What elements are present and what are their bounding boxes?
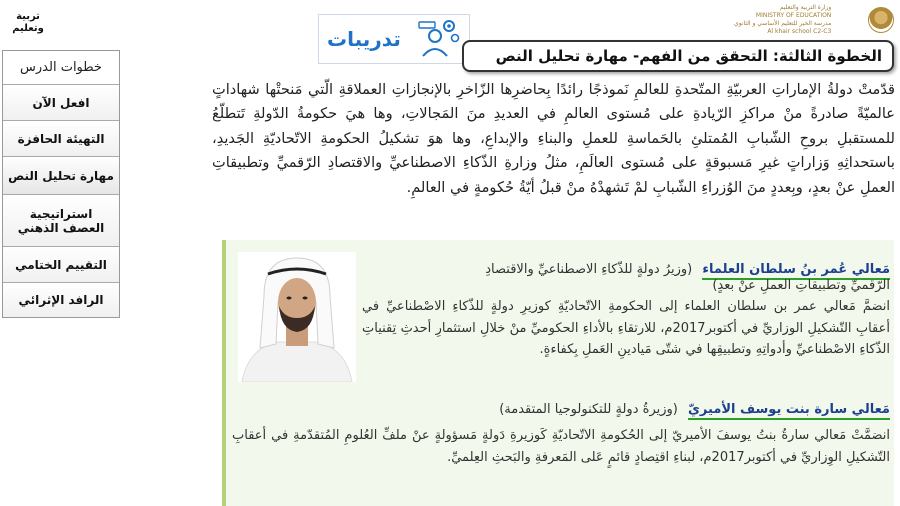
man-portrait-icon (238, 252, 356, 382)
ministry-logo (734, 2, 894, 38)
sidebar-item-label: التهيئة الحافزة (17, 131, 105, 146)
person-1-name: مَعالي عُمر بنُ سلطان العلماء (702, 262, 890, 280)
lesson-steps-sidebar (2, 50, 120, 318)
logo-left-line1: تربية (16, 11, 40, 22)
logo-right-line3: مدرسة الخير للتعليم الأساسي و الثانوي (734, 20, 832, 27)
sidebar-item-label: افعل الآن (32, 95, 90, 110)
person-with-gears-icon (415, 18, 461, 60)
sidebar-item-final-assessment[interactable] (3, 247, 119, 283)
school-logo-left (6, 6, 50, 40)
sidebar-item-do-now[interactable] (3, 85, 119, 121)
sidebar-item-label: الرافد الإثرائي (18, 293, 104, 307)
person-1-heading (485, 262, 890, 277)
sidebar-title: خطوات الدرس (3, 51, 119, 85)
person-2-heading (499, 402, 890, 417)
person-2-name: مَعالي سارة بنت يوسف الأميريّ (688, 402, 890, 420)
page-title: الخطوة الثالثة: التحقق من الفهم- مهارة تحليل النص (495, 47, 882, 65)
exercises-word: تدريبات (327, 27, 401, 51)
logo-left-line2: وتعليم (12, 23, 44, 34)
logo-right-line4: Al khair school C2-C3 (767, 28, 832, 35)
sidebar-item-label: استراتيجية العصف الذهني (17, 206, 105, 235)
sidebar-item-text-analysis[interactable] (3, 157, 119, 195)
sidebar-item-warmup[interactable] (3, 121, 119, 157)
emirates-emblem-icon (868, 7, 894, 33)
exercises-banner (318, 14, 470, 64)
sidebar-item-enrichment[interactable] (3, 283, 119, 317)
person-2-bio: انضمَّتْ مَعالي سارةُ بنتُ يوسفَ الأميريّ إلى الحُكومةِ الاتّحاديّةِ كَوزيرةِ دَولةٍ مَسؤولةٍ عنْ ملفِّ العُلومِ المُتقدّمةِ في أعقابِ التّشكيلِ الوِزاريِّ في أكتوبر2017م، لبناءِ اقتِصادٍ قائمٍ عَلى المَعرفةِ والبَحثِ العِلميِّ. (232, 428, 890, 465)
logo-right-line2: MINISTRY OF EDUCATION (755, 12, 832, 19)
person-1-bio: انضمَّ مَعالي عمر بن سلطان العلماء إلى الحكومةِ الاتّحاديّةِ كوزيرِ دولةٍ للذّكاءِ الاصْطناعيِّ في أعقابِ التّشكيلِ الوزاريِّ في أكتوبر2017م، للارتقاءِ بالأداءِ الحكوميِّ منْ خلالِ استثمارِ أحدثِ تِقنياتِ الذّكاءِ الاصْطناعيِّ وأدواتِهِ وتطبيقِها في شتّى مَيادينِ العَملِ بِكفاءةٍ. (362, 299, 890, 358)
person-2-role: (وزيرةُ دولةٍ للتكنولوجيا المتقدمة) (499, 402, 678, 417)
page-title-box (462, 40, 894, 72)
reading-passage: قدّمتْ دولةُ الإماراتِ العربيّةِ المتّحدةِ للعالمِ نَموذجًا رائدًا بِحاضرِها الزّاخرِ بالإنجازاتِ العملاقةِ الّتي مَنحتْها شهاداتٍ عالميّةً صادرةً منْ مراكزِ الرّيادةِ على مُستوى العالمِ في العديدِ منَ المَجالاتِ، وها هيَ حكومةُ الدّولةِ تَتطلّعُ للمستقبلِ بروحِ الشّبابِ المُمتلئِ بالحَماسةِ للعملِ والبناءِ والإبداعِ، وها هوَ تشكيلُ الحكومةِ الاتّحاديّةِ الجَديدِ، باستحداثِهِ وَزاراتٍ غيرِ مَسبوقةٍ على مُستوى العالَمِ، مثلُ وزارةِ الذّكاءِ الاصطناعيِّ والاقتصادِ الرّقميِّ وتطبيقاتِ العملِ عنْ بعدٍ، وبِعددٍ منَ الوُزراءِ الشّبابِ لمْ تَشهدْهُ منْ قبلُ أيّةُ حُكومةٍ في العالمِ. (212, 81, 895, 196)
person-1-role-cont: الرّقميِّ وتطبيقاتِ العملِ عنْ بعدٍ) (712, 278, 890, 293)
sidebar-item-label: التقييم الختامي (15, 257, 107, 272)
person-1-role: (وزيرُ دولةٍ للذّكاءِ الاصطناعيِّ والاقتصادِ (485, 262, 693, 277)
sidebar-item-brainstorm[interactable] (3, 195, 119, 247)
sidebar-item-label: مهارة تحليل النص (8, 168, 114, 183)
logo-right-line1: وزارة التربية والتعليم (779, 4, 832, 11)
